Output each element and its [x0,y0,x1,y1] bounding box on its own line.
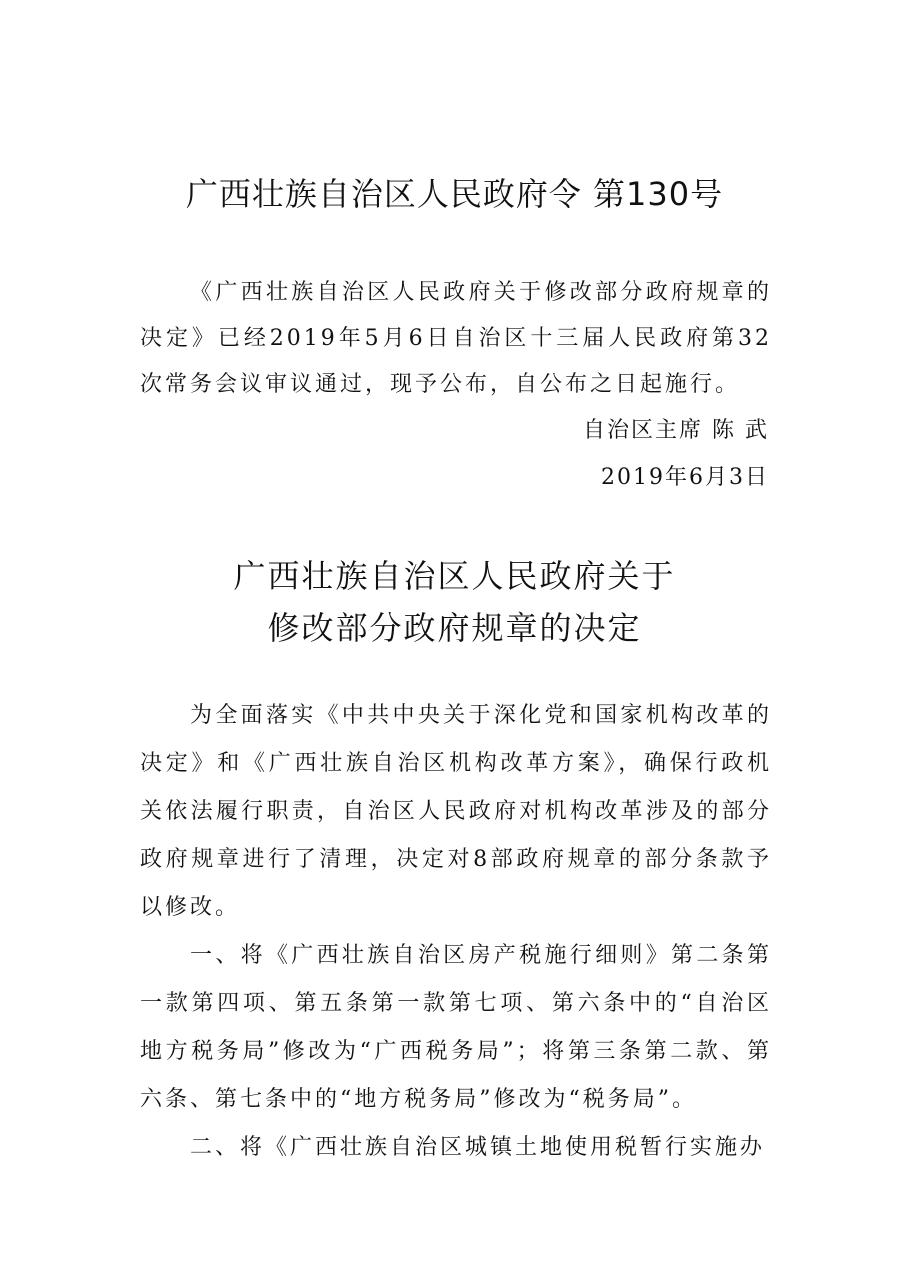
signer-line: 自治区主席 陈 武 [583,418,769,443]
order-title: 广西壮族自治区人民政府令 第130号 [185,175,724,213]
decision-body [140,692,772,1172]
decision-title-line-1: 广西壮族自治区人民政府关于 [233,557,676,595]
body-paragraph-intro: 为全面落实《中共中央关于深化党和国家机构改革的决定》和《广西壮族自治区机构改革方案》，确保行政机关依法履行职责，自治区人民政府对机构改革涉及的部分政府规章进行了清理，决定对8部政府规章的部分条款予以修改。 [140,703,772,920]
decision-title-line-2: 修改部分政府规章的决定 [267,609,642,647]
body-paragraph-item-1: 一、将《广西壮族自治区房产税施行细则》第二条第一款第四项、第五条第一款第七项、第六条中的“自治区地方税务局”修改为“广西税务局”；将第三条第二款、第六条、第七条中的“地方税务局”修改为“税务局”。 [140,943,772,1112]
decision-title [0,550,909,654]
preamble-paragraph: 《广西壮族自治区人民政府关于修改部分政府规章的决定》已经2019年5月6日自治区十三届人民政府第32次常务会议审议通过，现予公布，自公布之日起施行。 [140,280,772,397]
date-line: 2019年6月3日 [601,465,769,490]
body-paragraph-item-2: 二、将《广西壮族自治区城镇土地使用税暂行实施办 [190,1135,766,1160]
